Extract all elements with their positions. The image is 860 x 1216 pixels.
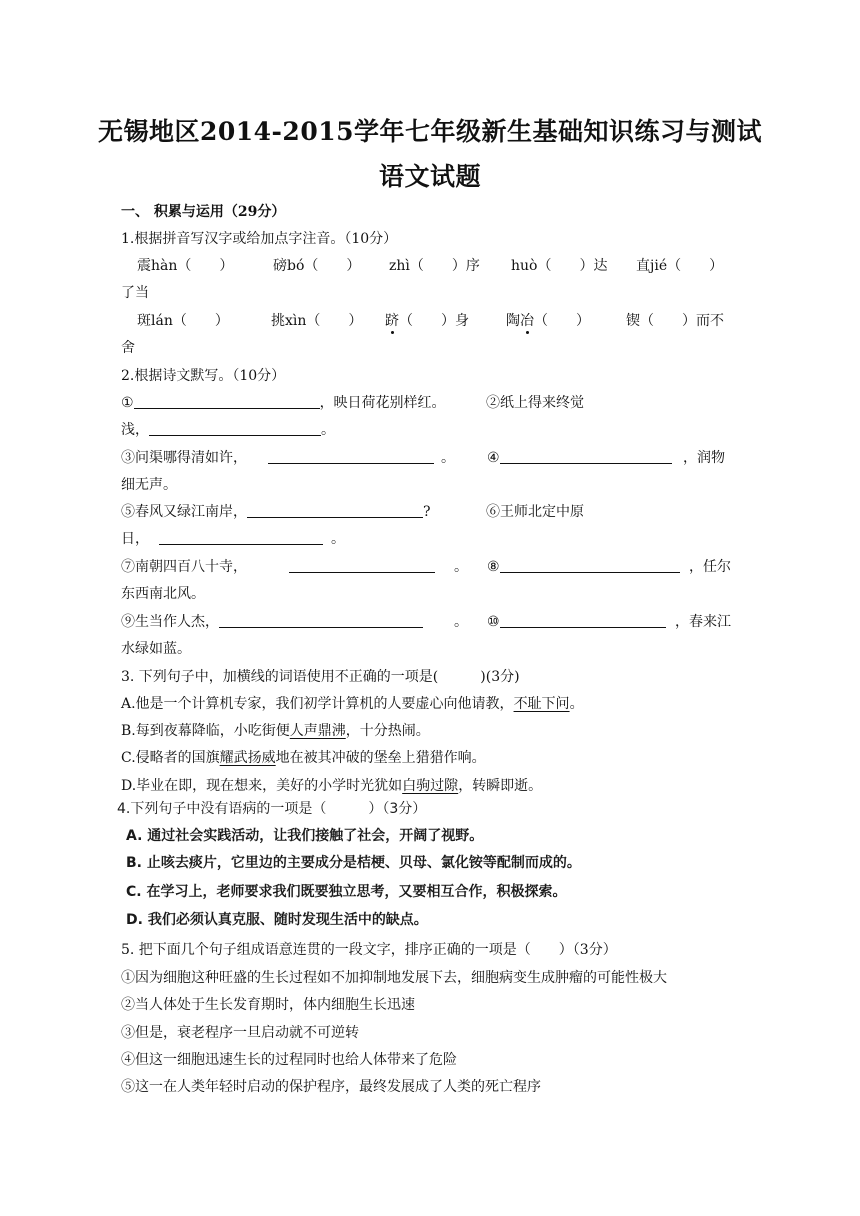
period: 。	[454, 614, 468, 630]
q2-line3	[121, 448, 741, 468]
q1-item: zhì（ ）序	[389, 258, 480, 274]
period: 。	[454, 559, 468, 575]
q4-option-a: A. 通过社会实践活动，让我们接触了社会，开阔了视野。	[126, 828, 484, 844]
q2-line4: 细无声。	[121, 477, 177, 493]
dotted-char: 跻	[385, 313, 399, 329]
q1-item: 挑xìn（ ）	[271, 313, 363, 329]
q1-row1-wrap: 了当	[121, 285, 149, 301]
underlined-term: 人声鼎沸	[289, 723, 346, 739]
q2-line5	[121, 502, 741, 522]
answer-blank[interactable]	[149, 421, 321, 436]
option-text: B.每到夜幕降临，小吃街便	[121, 723, 290, 739]
q1-item	[385, 311, 469, 331]
answer-blank[interactable]	[289, 558, 435, 573]
q1-item-rest: （ ）身	[399, 313, 469, 329]
q1-stem: 1.根据拼音写汉字或给加点字注音。（10分）	[121, 231, 398, 247]
q2-line6	[121, 529, 345, 549]
poem-text: ，春来江	[675, 614, 731, 630]
answer-blank[interactable]	[134, 394, 320, 409]
q1-item: 直jié（ ）	[636, 258, 724, 274]
answer-blank[interactable]	[268, 449, 434, 464]
q5-sentence: ⑤这一在人类年轻时启动的保护程序，最终发展成了人类的死亡程序	[121, 1079, 541, 1095]
option-text: ，十分热闹。	[345, 723, 430, 739]
q5-sentence: ③但是，衰老程序一旦启动就不可逆转	[121, 1025, 359, 1041]
q1-item	[506, 311, 590, 331]
option-text: 。	[569, 696, 584, 712]
option-text: C.侵略者的国旗	[121, 750, 220, 766]
q1-item: 锲（ ）而不	[626, 313, 724, 329]
question-mark: ?	[423, 504, 431, 520]
poem-text: ，润物	[683, 450, 725, 466]
q2-line7	[121, 557, 741, 577]
q1-item: huò（ ）达	[511, 258, 608, 274]
q3-stem: 3. 下列句子中，加横线的词语使用不正确的一项是( )(3分)	[121, 669, 520, 685]
answer-blank[interactable]	[500, 558, 680, 573]
q4-option-c: C. 在学习上，老师要求我们既要独立思考，又要相互合作，积极探索。	[126, 884, 567, 900]
answer-blank[interactable]	[159, 530, 323, 545]
poem-text: ③问渠哪得清如许，	[121, 450, 247, 466]
poem-text: ⑤春风又绿江南岸，	[121, 504, 247, 520]
option-text: A.他是一个计算机专家，我们初学计算机的人要虚心向他请教，	[121, 696, 514, 712]
q3-option-b	[121, 721, 430, 741]
q1-row2	[121, 311, 741, 331]
circle-number: ⑩	[487, 614, 500, 630]
answer-blank[interactable]	[219, 613, 423, 628]
poem-text: ⑥王师北定中原	[486, 504, 584, 520]
q5-sentence: ④但这一细胞迅速生长的过程同时也给人体带来了危险	[121, 1052, 457, 1068]
poem-text: ⑦南朝四百八十寺，	[121, 559, 247, 575]
page-subtitle: 语文试题	[378, 162, 481, 191]
q1-row2-wrap: 舍	[121, 340, 135, 356]
q2-stem: 2.根据诗文默写。（10分）	[121, 368, 286, 384]
q5-stem: 5. 把下面几个句子组成语意连贯的一段文字，排序正确的一项是（ ）（3分）	[121, 942, 617, 958]
poem-text: ②纸上得来终觉	[486, 395, 584, 411]
poem-text: ，映日荷花别样红。	[319, 395, 446, 411]
q5-sentence: ②当人体处于生长发育期时，体内细胞生长迅速	[121, 997, 415, 1013]
circle-number: ④	[487, 450, 500, 466]
page-title: 无锡地区2014-2015学年七年级新生基础知识练习与测试	[97, 117, 763, 146]
q4-option-d: D. 我们必须认真克服、随时发现生活中的缺点。	[126, 912, 428, 928]
q2-line8: 东西南北风。	[121, 586, 205, 602]
q1-item: 震hàn（ ）	[137, 258, 234, 274]
poem-text: ⑨生当作人杰，	[121, 614, 219, 630]
q2-line10: 水绿如蓝。	[121, 641, 191, 657]
period: 。	[321, 422, 335, 438]
q1-item: 磅bó（ ）	[273, 258, 361, 274]
poem-text: 浅，	[121, 422, 149, 438]
poem-text: 日，	[121, 531, 149, 547]
underlined-term: 白驹过隙	[402, 778, 459, 794]
q2-line9	[121, 612, 741, 632]
option-text: D.毕业在即，现在想来，美好的小学时光犹如	[121, 778, 403, 794]
q2-line2	[121, 420, 335, 440]
circle-number: ①	[121, 395, 134, 411]
q1-row1	[121, 256, 741, 276]
circle-number: ⑧	[487, 559, 500, 575]
option-text: 地在被其冲破的堡垒上猎猎作响。	[275, 750, 486, 766]
period: 。	[331, 531, 345, 547]
q1-item-pre: 陶	[506, 313, 520, 329]
answer-blank[interactable]	[500, 613, 666, 628]
answer-blank[interactable]	[500, 449, 672, 464]
q3-option-d	[121, 776, 542, 796]
underlined-term: 不耻下问	[513, 696, 570, 712]
q4-stem: 4.下列句子中没有语病的一项是（ ）（3分）	[117, 801, 427, 817]
q1-item-rest: （ ）	[534, 313, 590, 329]
section-heading: 一、 积累与运用（29分）	[121, 204, 286, 220]
answer-blank[interactable]	[247, 503, 423, 518]
q2-line1	[121, 393, 741, 413]
underlined-term: 耀武扬威	[219, 750, 276, 766]
poem-text: ，任尔	[689, 559, 731, 575]
dotted-char: 冶	[520, 313, 534, 329]
q1-item: 斑lán（ ）	[137, 313, 229, 329]
period: 。	[441, 450, 455, 466]
q4-option-b: B. 止咳去痰片，它里边的主要成分是桔梗、贝母、氯化铵等配制而成的。	[126, 855, 581, 871]
option-text: ，转瞬即逝。	[458, 778, 543, 794]
q3-option-c	[121, 748, 486, 768]
q3-option-a	[121, 694, 584, 714]
q5-sentence: ①因为细胞这种旺盛的生长过程如不加抑制地发展下去，细胞病变生成肿瘤的可能性极大	[121, 970, 667, 986]
